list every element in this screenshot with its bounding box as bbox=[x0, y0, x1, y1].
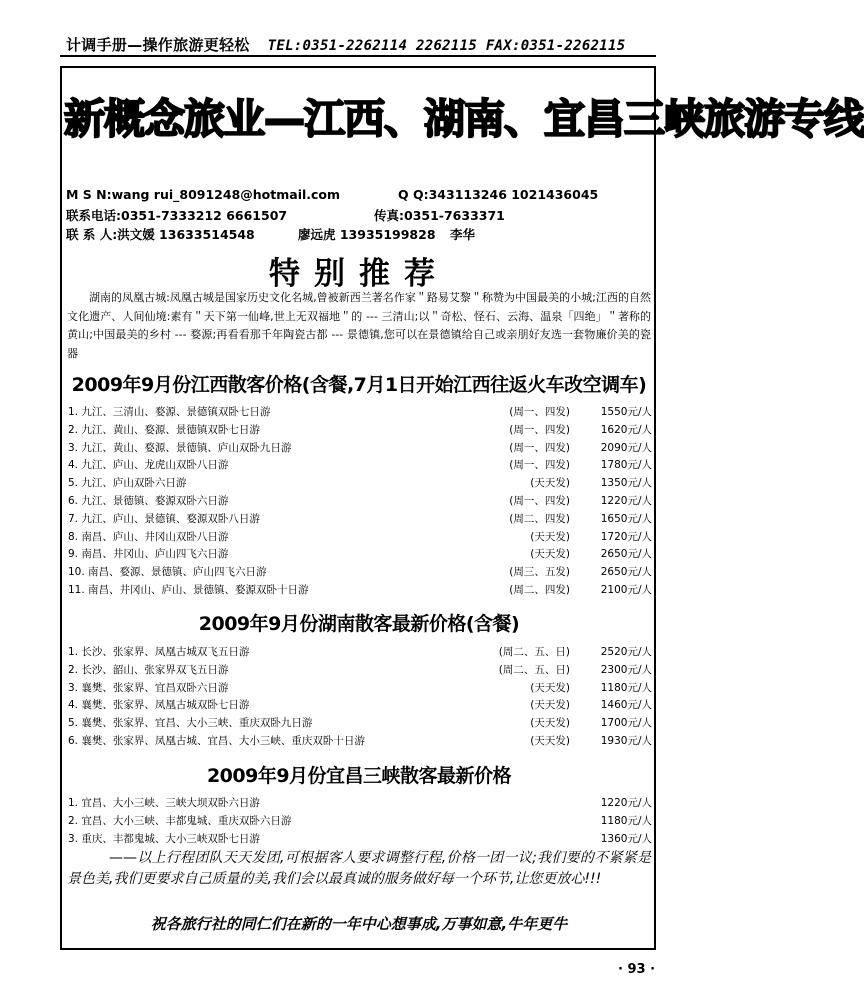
route-departure: (天天发) bbox=[530, 681, 570, 694]
phone-value: 0351-7333212 6661507 bbox=[121, 208, 288, 223]
route-price: 2650元/人 bbox=[600, 566, 652, 579]
route-list-yichang bbox=[68, 793, 652, 846]
route-row bbox=[68, 402, 652, 420]
route-name: 5. 襄樊、张家界、宜昌、大小三峡、重庆双卧九日游 bbox=[68, 717, 313, 730]
section-title-yichang: 2009年9月份宜昌三峡散客最新价格 bbox=[206, 765, 512, 787]
route-price: 2520元/人 bbox=[600, 646, 652, 658]
route-list-jiangxi bbox=[68, 402, 652, 598]
route-row bbox=[68, 455, 652, 473]
person-label: 联 系 人: bbox=[66, 227, 118, 242]
section-title-hunan: 2009年9月份湖南散客最新价格(含餐) bbox=[198, 613, 520, 635]
route-name: 4. 襄樊、张家界、凤凰古城双卧七日游 bbox=[68, 699, 250, 712]
route-row bbox=[68, 420, 652, 438]
route-row bbox=[68, 580, 652, 598]
contact-line-fax bbox=[374, 206, 505, 224]
route-departure: (周一、四发) bbox=[509, 441, 570, 454]
route-name: 3. 重庆、丰都鬼城、大小三峡双卧七日游 bbox=[68, 832, 260, 845]
person-1: 洪文媛 13633514548 bbox=[117, 227, 255, 242]
page-header bbox=[66, 34, 654, 52]
route-row bbox=[68, 509, 652, 527]
route-name: 10. 南昌、婺源、景德镇、庐山四飞六日游 bbox=[68, 566, 267, 579]
route-price: 1460元/人 bbox=[600, 699, 652, 712]
route-name: 11. 南昌、井冈山、庐山、景德镇、婺源双卧十日游 bbox=[68, 583, 309, 596]
route-price: 2090元/人 bbox=[600, 441, 652, 454]
route-name: 2. 宜昌、大小三峡、丰都鬼城、重庆双卧六日游 bbox=[68, 814, 292, 827]
route-departure: (周二、五、日) bbox=[498, 663, 570, 676]
fax-value: 0351-7633371 bbox=[404, 208, 505, 223]
route-row bbox=[68, 562, 652, 580]
route-row bbox=[68, 731, 652, 749]
route-departure: (周一、四发) bbox=[509, 459, 570, 472]
route-name: 6. 襄樊、张家界、凤凰古城、宜昌、大小三峡、重庆双卧十日游 bbox=[68, 734, 365, 747]
route-price: 1180元/人 bbox=[600, 681, 652, 694]
route-price: 1780元/人 bbox=[600, 459, 652, 472]
route-price: 1220元/人 bbox=[600, 797, 652, 809]
route-price: 1620元/人 bbox=[600, 423, 652, 436]
route-name: 3. 九江、黄山、婺源、景德镇、庐山双卧九日游 bbox=[68, 441, 292, 454]
route-name: 2. 九江、黄山、婺源、景德镇双卧七日游 bbox=[68, 423, 260, 436]
closing-paragraph: ——以上行程团队天天发团,可根据客人要求调整行程,价格一团一议;我们要的不紧紧是景色美,我们更要求自己质量的美,我们会以最真诚的服务做好每一个环节,让您更放心!!! bbox=[67, 850, 651, 887]
route-price: 1720元/人 bbox=[600, 530, 652, 543]
route-row bbox=[68, 660, 652, 678]
route-name: 1. 九江、三清山、婺源、景德镇双卧七日游 bbox=[68, 406, 271, 418]
route-row bbox=[68, 678, 652, 696]
msn-value[interactable]: wang rui_8091248@hotmail.com bbox=[111, 187, 341, 202]
route-name: 4. 九江、庐山、龙虎山双卧八日游 bbox=[68, 459, 229, 472]
route-price: 1930元/人 bbox=[600, 734, 652, 747]
route-departure: (周一、四发) bbox=[509, 423, 570, 436]
route-row bbox=[68, 793, 652, 811]
route-price: 1220元/人 bbox=[600, 494, 652, 507]
route-name: 1. 宜昌、大小三峡、三峡大坝双卧六日游 bbox=[68, 797, 260, 809]
intro-paragraph: 湖南的凤凰古城:凤凰古城是国家历史文化名城,曾被新西兰著名作家＂路易艾黎＂称赞为中国最美的小城;江西的自然文化遗产、人间仙境:素有＂天下第一仙峰,世上无双福地＂的 --- 三清山;以＂奇松、怪石、云海、温泉「四绝」＂著称的黄山;中国最美的乡村 --- 婺源;再看看那千年陶瓷古都 --- 景德镇,您可以在景德镇给自己或亲朋好友选一套物廉价美的瓷器 bbox=[67, 291, 651, 360]
route-departure: (天天发) bbox=[530, 717, 570, 730]
route-name: 5. 九江、庐山双卧六日游 bbox=[68, 477, 187, 490]
contact-line-person bbox=[66, 225, 255, 243]
route-row bbox=[68, 473, 652, 491]
special-recommend-heading: 特别推荐 bbox=[269, 256, 449, 292]
contact-line-msn bbox=[66, 187, 340, 202]
route-row bbox=[68, 811, 652, 829]
route-price: 2100元/人 bbox=[600, 583, 652, 596]
route-departure: (天天发) bbox=[530, 699, 570, 712]
route-row bbox=[68, 829, 652, 847]
route-name: 9. 南昌、井冈山、庐山四飞六日游 bbox=[68, 548, 229, 561]
route-departure: (天天发) bbox=[530, 734, 570, 747]
route-row bbox=[68, 491, 652, 509]
route-departure: (周二、五、日) bbox=[498, 646, 570, 658]
route-list-hunan bbox=[68, 642, 652, 749]
route-row bbox=[68, 695, 652, 713]
route-row bbox=[68, 642, 652, 660]
route-price: 2650元/人 bbox=[600, 548, 652, 561]
route-price: 2300元/人 bbox=[600, 663, 652, 676]
route-departure: (天天发) bbox=[530, 530, 570, 543]
phone-label: 联系电话: bbox=[66, 208, 121, 223]
route-name: 7. 九江、庐山、景德镇、婺源双卧八日游 bbox=[68, 512, 260, 525]
route-name: 2. 长沙、韶山、张家界双飞五日游 bbox=[68, 663, 229, 676]
page-number: · 93 · bbox=[618, 962, 656, 977]
route-departure: (周二、四发) bbox=[509, 512, 570, 525]
route-price: 1350元/人 bbox=[600, 477, 652, 490]
route-row bbox=[68, 438, 652, 456]
route-price: 1650元/人 bbox=[600, 512, 652, 525]
route-departure: (周二、四发) bbox=[509, 583, 570, 596]
contact-line-qq bbox=[398, 187, 598, 202]
route-departure: (天天发) bbox=[530, 548, 570, 561]
route-row bbox=[68, 713, 652, 731]
contact-person-2: 廖远虎 13935199828 bbox=[298, 227, 436, 242]
new-year-wish: 祝各旅行社的同仁们在新的一年中心想事成,万事如意,牛年更牛 bbox=[150, 915, 568, 933]
header-phone-fax: TEL:0351-2262114 2262115 FAX:0351-2262115 bbox=[267, 38, 626, 54]
route-name: 3. 襄樊、张家界、宜昌双卧六日游 bbox=[68, 681, 229, 694]
section-title-jiangxi: 2009年9月份江西散客价格(含餐,7月1日开始江西往返火车改空调车) bbox=[71, 374, 647, 396]
contact-line-phone bbox=[66, 206, 287, 224]
route-name: 8. 南昌、庐山、井冈山双卧八日游 bbox=[68, 530, 229, 543]
route-departure: (周一、四发) bbox=[509, 406, 570, 418]
route-price: 1360元/人 bbox=[600, 832, 652, 845]
route-row bbox=[68, 544, 652, 562]
contact-person-3: 李华 bbox=[450, 227, 476, 242]
route-price: 1550元/人 bbox=[600, 406, 652, 418]
header-tagline: 计调手册—操作旅游更轻松 bbox=[66, 36, 250, 54]
qq-value: 343113246 1021436045 bbox=[428, 187, 599, 202]
route-departure: (周一、四发) bbox=[509, 494, 570, 507]
route-name: 1. 长沙、张家界、凤凰古城双飞五日游 bbox=[68, 646, 250, 658]
route-price: 1180元/人 bbox=[600, 814, 652, 827]
msn-label: M S N: bbox=[66, 187, 112, 202]
header-rule bbox=[60, 55, 656, 57]
route-price: 1700元/人 bbox=[600, 717, 652, 730]
ad-title: 新概念旅业—江西、湖南、宜昌三峡旅游专线 bbox=[64, 95, 864, 143]
fax-label: 传真: bbox=[374, 208, 404, 223]
qq-label: Q Q: bbox=[398, 187, 429, 202]
route-row bbox=[68, 527, 652, 545]
route-departure: (周三、五发) bbox=[509, 566, 570, 579]
route-departure: (天天发) bbox=[530, 477, 570, 490]
route-name: 6. 九江、景德镇、婺源双卧六日游 bbox=[68, 494, 229, 507]
